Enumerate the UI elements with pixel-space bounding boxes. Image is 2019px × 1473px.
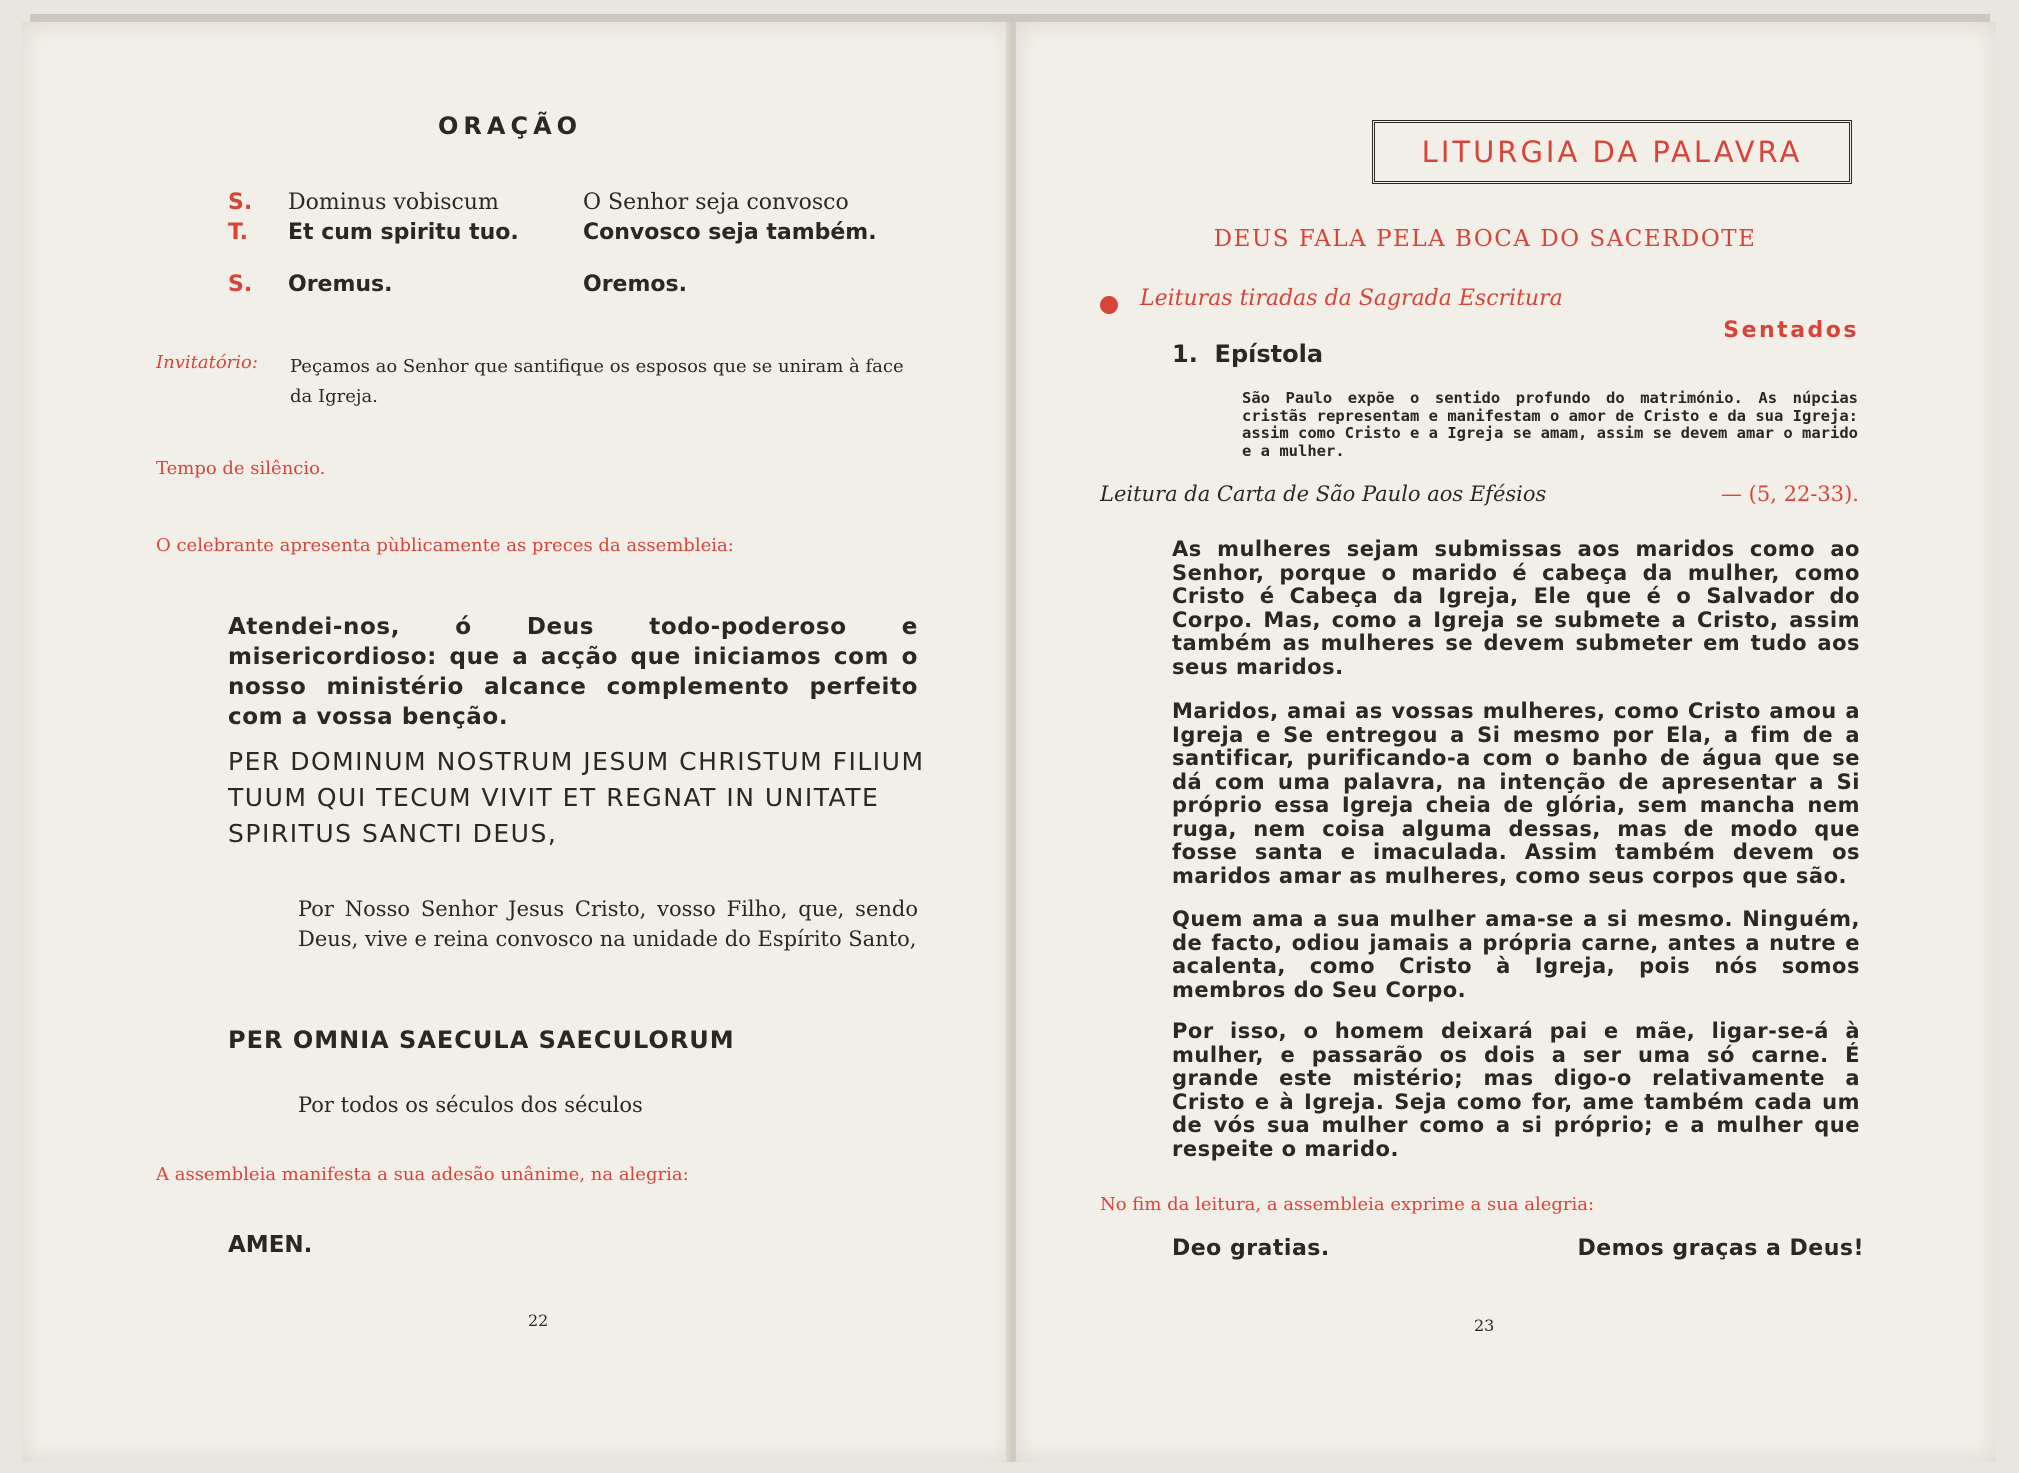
dialogue-portuguese: Convosco seja também. [583,220,877,245]
dialogue-marker: S. [228,272,253,297]
dialogue-portuguese: Oremos. [583,272,687,297]
reading-paragraph: Quem ama a sua mulher ama-se a si mesmo. Ninguém, de facto, odiou jamais a própria carne, antes a nutre e acalenta, como Cristo à Igreja, pois nós somos membros do Seu Corpo. [1172,907,1860,1002]
reading-paragraph: Por isso, o homem deixará pai e mãe, ligar-se-á à mulher, e passarão os dois a ser uma só carne. É grande este mistério; mas digo-o relativamente a Cristo e à Igreja. Seja como for, ame também cada um de vós sua mulher como a si próprio; e a mulher que respeite o marido. [1172,1019,1860,1161]
silence-rubric: Tempo de silêncio. [156,458,326,479]
response-portuguese: Demos graças a Deus! [1577,1236,1864,1261]
collect-prayer: Atendei-nos, ó Deus todo-poderoso e misericordioso: que a acção que iniciamos com o nosso ministério alcance complemento perfeito com a vossa benção. [228,614,918,730]
epistle-label: Epístola [1214,340,1324,368]
invitatory-label: Invitatório: [156,352,258,373]
per-dominum-portuguese: Por Nosso Senhor Jesus Cristo, vosso Filho, que, sendo Deus, vive e reina convosco na unidade do Espírito Santo, [298,897,918,951]
page-number-right: 23 [1474,1316,1495,1335]
epistle-number: 1. [1172,340,1198,368]
amen-response: AMEN. [228,1232,313,1258]
final-response [1172,1236,1864,1261]
dialogue-marker: T. [228,220,249,245]
per-omnia-latin: PER OMNIA SAECULA SAECULORUM [228,1026,735,1054]
celebrant-rubric: O celebrante apresenta pùblicamente as preces da assembleia: [156,535,734,556]
epistle-summary: São Paulo expõe o sentido profundo do matrimónio. As núpcias cristãs representam e manifestam o amor de Cristo e da sua Igreja: assim como Cristo e a Igreja se amam, assim se devem amar o marido e a mulher. [1242,389,1858,460]
reading-paragraph: As mulheres sejam submissas aos maridos como ao Senhor, porque o marido é cabeça da mulher, como Cristo é Cabeça da Igreja, Ele que é o Salvador do Corpo. Mas, como a Igreja se submete a Cristo, assim também as mulheres se devem submeter em tudo aos seus maridos. [1172,537,1860,679]
dialogue-latin: Oremus. [288,272,393,297]
dialogue-row-2 [228,220,928,250]
per-omnia-portuguese: Por todos os séculos dos séculos [298,1093,643,1117]
bullet-icon [1100,296,1118,314]
reading-title: Leitura da Carta de São Paulo aos Efésios [1100,482,1547,506]
reading-paragraph: Maridos, amai as vossas mulheres, como Cristo amou a Igreja e Se entregou a Si mesmo por Ela, a fim de a santificar, purificando-a com o banho de água que se dá com uma palavra, na intenção de apresentar a Si próprio essa Igreja cheia de glória, sem mancha nem ruga, nem coisa alguma dessas, mas de modo que fosse santa e imaculada. Assim também devem os maridos amar as mulheres, como seus corpos que são. [1172,699,1860,888]
assembly-rubric: A assembleia manifesta a sua adesão unânime, na alegria: [156,1164,689,1185]
dialogue-portuguese: O Senhor seja convosco [583,190,849,215]
epistle-heading [1172,340,1323,368]
section-subheader: DEUS FALA PELA BOCA DO SACERDOTE [1213,226,1757,252]
reading-reference: — (5, 22-33). [1721,482,1859,506]
dialogue-row-1 [228,190,928,220]
page-number-left: 22 [528,1311,549,1330]
response-latin: Deo gratias. [1172,1236,1330,1261]
readings-rubric: Leituras tiradas da Sagrada Escritura [1140,286,1563,311]
dialogue-latin: Et cum spiritu tuo. [288,220,519,245]
posture-label: Sentados [1723,318,1859,343]
dialogue-marker: S. [228,190,253,215]
dialogue-latin: Dominus vobiscum [288,190,499,215]
dialogue-row-3 [228,272,928,302]
section-header: LITURGIA DA PALAVRA [1372,120,1852,184]
per-dominum-latin: PER DOMINUM NOSTRUM JESUM CHRISTUM FILIUM TUUM QUI TECUM VIVIT ET REGNAT IN UNITATE SPIRITUS SANCTI DEUS, [228,747,925,848]
invitatory-text: Peçamos ao Senhor que santifique os esposos que se uniram à face da Igreja. [290,356,904,407]
oracao-title: ORAÇÃO [438,112,583,140]
end-rubric: No fim da leitura, a assembleia exprime a sua alegria: [1100,1194,1595,1215]
